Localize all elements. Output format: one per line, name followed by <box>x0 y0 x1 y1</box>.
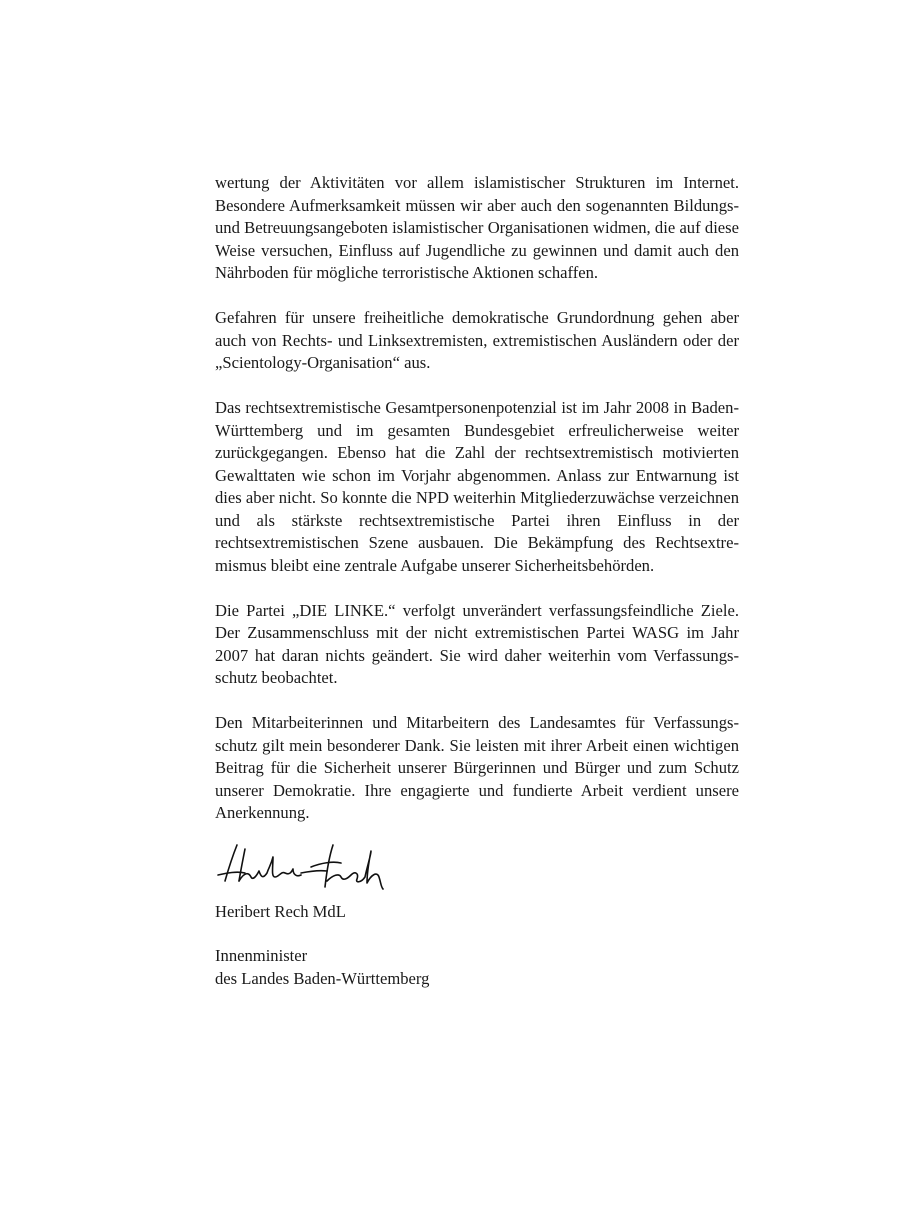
paragraph-die-linke: Die Partei „DIE LINKE.“ verfolgt unverändert verfassungsfeindliche Ziele. Der Zusammenschluss mit der nicht extremistischen Partei WASG im Jahr 2007 hat daran nichts geändert. Sie wird daher weiterhin vom Verfassungsschutz beobachtet. <box>215 600 739 687</box>
signer-name: Heribert Rech MdL <box>215 901 346 921</box>
paragraph-right-extremism: Das rechtsextremistische Gesamtpersonenpotenzial ist im Jahr 2008 in Baden-Württemberg und im gesamten Bundesgebiet erfreulicherweise weiter zurückgegangen. Ebenso hat die Zahl der rechtsextremistisch motivierten Gewalttaten wie schon im Vorjahr abgenommen. Anlass zur Entwarnung ist dies aber nicht. So konnte die NPD weiterhin Mitgliederzuwächse verzeichnen und als stärkste rechtsextremistische Partei ihren Einfluss in der rechtsextremistischen Szene ausbauen. Die Bekämpfung des Rechtsextremismus bleibt eine zentrale Aufgabe unserer Sicherheitsbehörden. <box>215 398 739 575</box>
paragraph-islamism: wertung der Aktivitäten vor allem islamistischer Strukturen im Internet. Besondere Aufmerksamkeit müssen wir aber auch den sogenannten Bildungs- und Betreuungsangeboten islamistischer Organisationen widmen, die auf diese Weise versuchen, Einfluss auf Jugendliche zu gewinnen und damit auch den Nährboden für mögliche terroristische Aktionen schaffen. <box>215 173 739 282</box>
document-page <box>215 172 739 990</box>
paragraph-thanks: Den Mitarbeiterinnen und Mitarbeitern des Landesamtes für Verfassungsschutz gilt mein besonderer Dank. Sie leisten mit ihrer Arbeit einen wichtigen Beitrag für die Sicherheit unserer Bürgerinnen und Bürger und zum Schutz unserer Demokratie. Ihre engagierte und fundierte Arbeit verdient unsere Anerkennung. <box>215 713 739 822</box>
paragraph-dangers: Gefahren für unsere freiheitliche demokratische Grundordnung gehen aber auch von Rechts- und Linksextremisten, extremistischen Ausländern oder der „Scientology-Organisation“ aus. <box>215 308 739 372</box>
signer-title-line2: des Landes Baden-Württemberg <box>215 968 430 988</box>
signer-title-line1: Innenminister <box>215 946 308 965</box>
handwritten-signature <box>215 837 385 897</box>
